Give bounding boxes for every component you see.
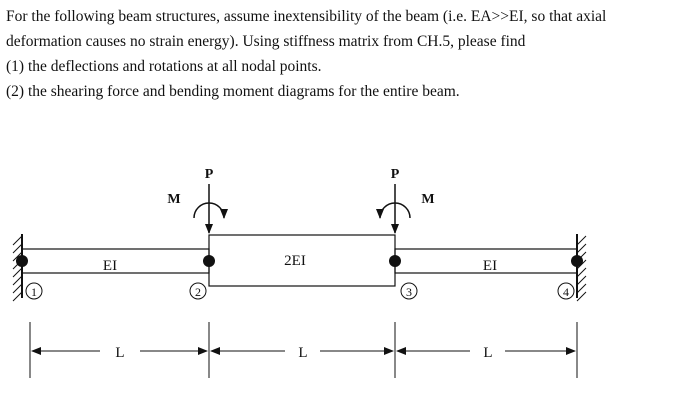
node-dot-4 [571, 255, 583, 267]
segment-label-2: 2EI [284, 253, 306, 269]
dimension-label-1: L [115, 345, 125, 361]
moment-label-right: M [421, 192, 435, 207]
dimension-label-2: L [298, 345, 308, 361]
load-label-p-right: P [390, 167, 400, 182]
node-dot-1 [16, 255, 28, 267]
problem-line-1: For the following beam structures, assume inextensibility of the beam (i.e. EA>>EI, so that axial [6, 8, 607, 25]
node-label-4 [558, 283, 574, 299]
fixed-support-left [13, 234, 22, 301]
problem-line-4: (2) the shearing force and bending moment diagrams for the entire beam. [6, 83, 460, 100]
svg-text:2: 2 [195, 285, 201, 299]
moment-label-left: M [167, 192, 181, 207]
node-label-2 [190, 283, 206, 299]
node-dot-3 [389, 255, 401, 267]
segment-label-3: EI [482, 258, 498, 274]
load-label-p-left: P [204, 167, 214, 182]
node-label-1 [26, 283, 42, 299]
fixed-support-right [577, 234, 586, 301]
node-dot-2 [203, 255, 215, 267]
dimension-label-3: L [483, 345, 493, 361]
problem-line-3: (1) the deflections and rotations at all nodal points. [6, 58, 322, 75]
svg-text:3: 3 [406, 285, 412, 299]
svg-text:4: 4 [563, 285, 569, 299]
node-label-3 [401, 283, 417, 299]
problem-line-2: deformation causes no strain energy). Using stiffness matrix from CH.5, please find [6, 33, 526, 50]
problem-statement [6, 4, 696, 104]
beam-diagram [0, 150, 700, 407]
segment-label-1: EI [102, 258, 118, 274]
svg-text:1: 1 [31, 285, 37, 299]
